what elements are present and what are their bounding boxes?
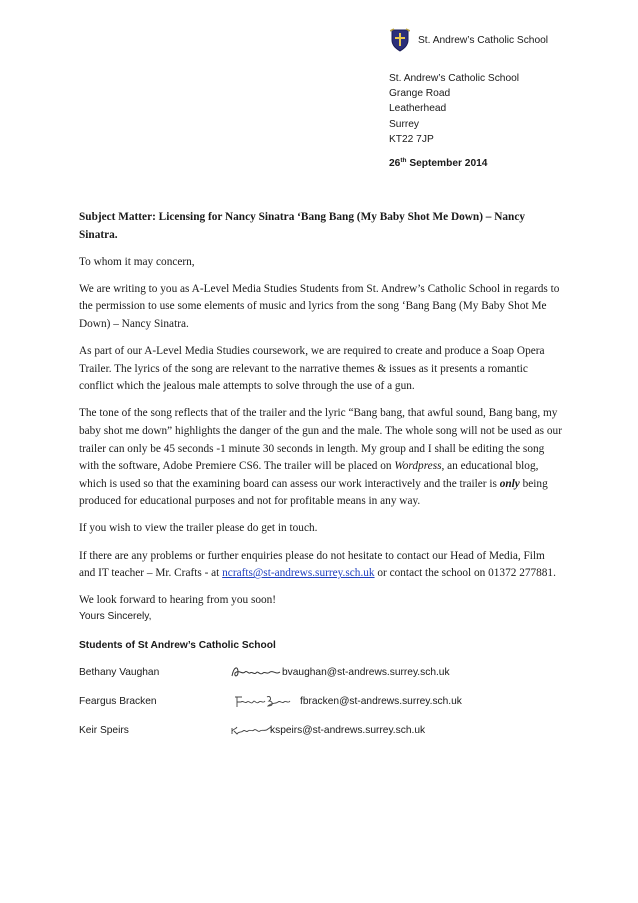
school-crest-icon (390, 28, 410, 52)
greeting: To whom it may concern, (79, 255, 195, 268)
sign-off-text: Yours Sincerely, (79, 611, 152, 622)
paragraph-text: If there are any problems or further enquiries please do not hesitate to contact our Head of Media, Film and IT teacher – Mr. Crafts - at (79, 549, 545, 580)
paragraph-text: being produced for educational purposes and not for profitable means in any way. (79, 477, 548, 508)
paragraph-tone (79, 405, 563, 511)
signatory-row (79, 691, 559, 713)
paragraph-coursework: As part of our A-Level Media Studies coursework, we are required to create and produce a Soap Opera Trailer. The lyrics of the song are relevant to the narrative themes & issues as it presents a romantic conflict which the jealous male attempts to solve through the use of a gun. (79, 345, 545, 393)
handwritten-signature (230, 720, 274, 738)
group-name: Students of St Andrew’s Catholic School (79, 640, 276, 651)
letter-date (389, 157, 487, 169)
paragraph-text: an educational blog, which is used so that the examining board can assess our work interactively and the trailer is (79, 460, 539, 490)
address-line: Surrey (389, 118, 420, 130)
address-line: Grange Road (389, 88, 451, 100)
signatory-name: Bethany Vaughan (79, 667, 160, 678)
handwritten-signature (230, 662, 284, 682)
signatory-row (79, 662, 559, 684)
paragraph-text: or contact the school on 01372 277881. (374, 567, 556, 580)
paragraph-look-forward: We look forward to hearing from you soon! (79, 594, 277, 607)
signatory-email: bvaughan@st-andrews.surrey.sch.uk (282, 667, 450, 678)
wordpress-emphasis: Wordpress, (394, 460, 445, 473)
only-emphasis: only (499, 477, 520, 490)
address-line: Leatherhead (389, 103, 447, 115)
sender-address (389, 71, 519, 147)
address-line: KT22 7JP (389, 133, 434, 145)
signatory-name: Keir Speirs (79, 725, 129, 736)
letter-body (79, 209, 563, 619)
date-day: 26 (389, 158, 401, 169)
school-header (390, 28, 548, 52)
subject-line: Subject Matter: Licensing for Nancy Sinatra ‘Bang Bang (My Baby Shot Me Down) – Nancy Sinatra. (79, 211, 526, 241)
signatory-row (79, 720, 559, 742)
date-month-year: September 2014 (406, 158, 488, 169)
handwritten-signature (232, 691, 292, 711)
date-suffix: th (400, 157, 407, 164)
paragraph-text: The tone of the song reflects that of the trailer and the lyric “Bang bang, that awful sound, Bang bang, my baby shot me down” highlights the danger of the gun and the male. The whole song will not be used as our trailer can only be 45 seconds -1 minute 30 seconds in length. My group and I shall be editing the song with the software, Adobe Premiere CS6. The trailer will be placed on (79, 407, 562, 473)
teacher-email-link[interactable]: ncrafts@st-andrews.surrey.sch.uk (222, 567, 375, 580)
signatory-group (79, 638, 276, 653)
paragraph-view-trailer: If you wish to view the trailer please do get in touch. (79, 522, 318, 535)
sign-off (79, 609, 151, 624)
paragraph-intro: We are writing to you as A-Level Media Studies Students from St. Andrew’s Catholic School in regards to the permission to use some elements of music and lyrics from the song ‘Bang Bang (My Baby Shot Me Down) – Nancy Sinatra. (79, 282, 560, 330)
signatory-email: kspeirs@st-andrews.surrey.sch.uk (270, 725, 426, 736)
address-line: St. Andrew’s Catholic School (389, 73, 520, 84)
signatory-name: Feargus Bracken (79, 696, 157, 707)
paragraph-contact (79, 548, 563, 583)
signatory-email: fbracken@st-andrews.surrey.sch.uk (300, 696, 462, 707)
school-name: St. Andrew’s Catholic School (418, 34, 549, 46)
